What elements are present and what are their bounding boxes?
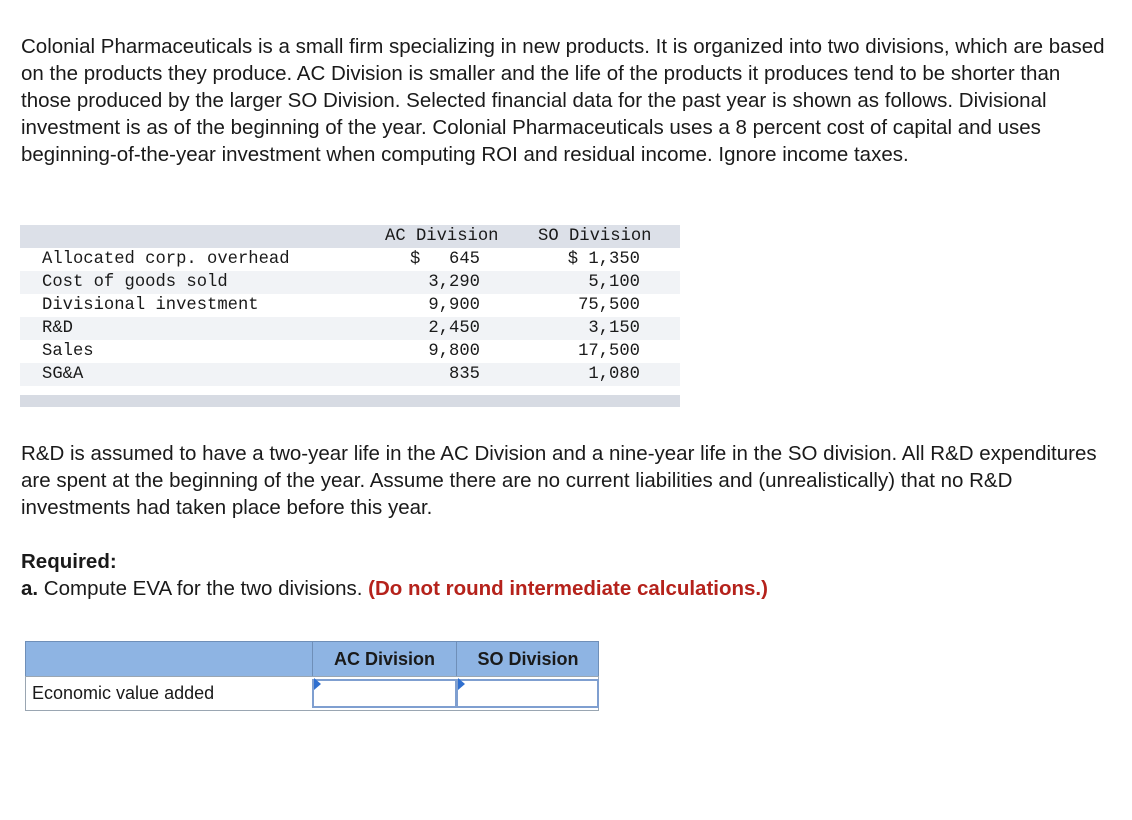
so-value: $ 1,350	[567, 250, 640, 269]
table-row	[20, 340, 680, 363]
so-value: 5,100	[588, 273, 640, 292]
so-value: 1,080	[588, 365, 640, 384]
answer-row-label: Economic value added	[32, 683, 215, 703]
part-letter: a.	[21, 577, 39, 600]
problem-intro: Colonial Pharmaceuticals is a small firm specializing in new products. It is organized into two divisions, which are based on the products they produce. AC Division is smaller and the life of the products it produces tend to be shorter than those produced by the larger SO Division. Selected financial data for the past year is shown as follows. Divisional investment is as of the beginning of the year. Colonial Pharmaceuticals uses a 8 percent cost of capital and uses beginning-of-the-year investment when computing ROI and residual income. Ignore income taxes.	[21, 35, 1105, 166]
row-label: Sales	[42, 342, 94, 361]
so-value: 17,500	[578, 342, 640, 361]
table-row	[20, 317, 680, 340]
financial-data-table	[20, 225, 680, 407]
header-so-division: SO Division	[538, 227, 652, 246]
dollar-sign: $	[410, 250, 421, 269]
ac-value: 2,450	[428, 319, 480, 338]
ac-value: 835	[449, 365, 480, 384]
table-footer-bar	[20, 395, 680, 407]
row-label: Allocated corp. overhead	[42, 250, 290, 269]
answer-header-ac-division: AC Division	[333, 649, 435, 669]
so-eva-input[interactable]	[456, 679, 599, 708]
so-value: 75,500	[578, 296, 640, 315]
required-heading: Required:	[21, 550, 117, 573]
answer-header-so-division: SO Division	[477, 649, 579, 669]
rounding-instruction: (Do not round intermediate calculations.)	[368, 577, 768, 600]
table-row	[20, 363, 680, 386]
required-part-a	[21, 575, 1111, 602]
required-section	[21, 548, 1111, 602]
row-label: SG&A	[42, 365, 84, 384]
table-row	[20, 248, 680, 271]
row-label: R&D	[42, 319, 73, 338]
row-label: Divisional investment	[42, 296, 259, 315]
ac-value: 9,800	[428, 342, 480, 361]
row-label: Cost of goods sold	[42, 273, 228, 292]
table-header	[20, 225, 680, 248]
answer-row-eva	[25, 676, 599, 711]
input-marker-icon	[314, 678, 321, 690]
answer-table-header	[25, 641, 599, 677]
ac-value: 3,290	[428, 273, 480, 292]
eva-answer-table	[25, 641, 599, 711]
ac-eva-input[interactable]	[312, 679, 457, 708]
input-marker-icon	[458, 678, 465, 690]
ac-value: 9,900	[428, 296, 480, 315]
ac-value: 645	[449, 250, 480, 269]
rd-assumption-note: R&D is assumed to have a two-year life in the AC Division and a nine-year life in the SO division. All R&D expenditures are spent at the beginning of the year. Assume there are no current liabilities and (unrealistically) that no R&D investments had taken place before this year.	[21, 442, 1097, 519]
header-ac-division: AC Division	[385, 227, 499, 246]
part-text: Compute EVA for the two divisions.	[38, 577, 369, 600]
table-row	[20, 294, 680, 317]
table-row	[20, 271, 680, 294]
so-value: 3,150	[588, 319, 640, 338]
